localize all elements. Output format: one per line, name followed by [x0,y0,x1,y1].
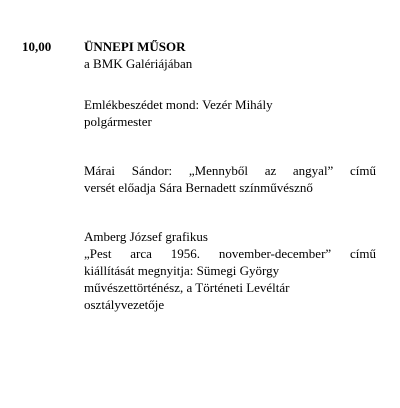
venue-text: a BMK Galériájában [84,56,193,71]
speech-line-2: polgármester [84,114,152,129]
poem-line-1: Márai Sándor: „Mennyből az angyal” című [84,163,376,178]
program-item-exhibition [84,228,376,313]
exhibition-line-4: művészettörténész, a Történeti Levéltár [84,280,290,295]
time-label: 10,00 [22,39,52,54]
poem-line-2: versét előadja Sára Bernadett színművésznő [84,180,313,195]
exhibition-line-2: „Pest arca 1956. november-december” című [84,246,376,261]
program-item-poem [84,162,376,196]
exhibition-line-5: osztályvezetője [84,297,165,312]
program-title: ÜNNEPI MŰSOR [84,39,186,54]
program-heading [84,38,376,72]
exhibition-line-3: kiállítását megnyitja: Sümegi György [84,263,280,278]
program-item-speech [84,96,376,130]
exhibition-line-1: Amberg József grafikus [84,229,208,244]
speech-line-1: Emlékbeszédet mond: Vezér Mihály [84,97,273,112]
